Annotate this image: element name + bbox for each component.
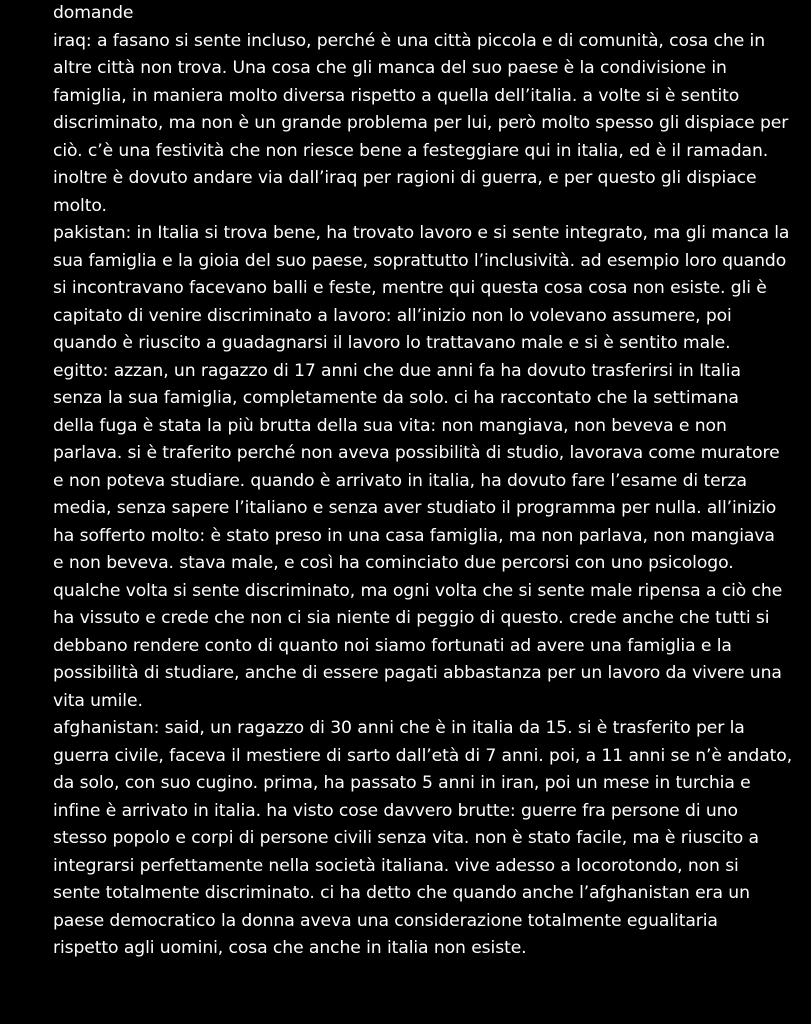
text-line: paese democratico la donna aveva una considerazione totalmente egualitaria bbox=[53, 910, 718, 931]
text-line: ha sofferto molto: è stato preso in una casa famiglia, ma non parlava, non mangiava bbox=[53, 525, 775, 546]
text-line: rispetto agli uomini, cosa che anche in italia non esiste. bbox=[53, 938, 527, 958]
text-line: afghanistan: said, un ragazzo di 30 anni che è in italia da 15. si è trasferito per la bbox=[53, 718, 745, 738]
text-line: ha vissuto e crede che non ci sia niente di peggio di questo. crede anche che tutti si bbox=[53, 608, 770, 628]
text-line: infine è arrivato in italia. ha visto cose davvero brutte: guerre fra persone di uno bbox=[53, 800, 738, 821]
text-line: e non beveva. stava male, e così ha cominciato due percorsi con uno psicologo. bbox=[53, 553, 734, 573]
text-line: guerra civile, faceva il mestiere di sarto dall’età di 7 anni. poi, a 11 anni se n’è andato, bbox=[53, 745, 793, 766]
text-line: da solo, con suo cugino. prima, ha passato 5 anni in iran, poi un mese in turchia e bbox=[53, 773, 751, 793]
text-line: debbano rendere conto di quanto noi siamo fortunati ad avere una famiglia e la bbox=[53, 635, 732, 656]
text-line: inoltre è dovuto andare via dall’iraq per ragioni di guerra, e per questo gli dispiace bbox=[53, 168, 757, 188]
text-line: possibilità di studiare, anche di essere pagati abbastanza per un lavoro da vivere una bbox=[53, 663, 782, 683]
text-line: vita umile. bbox=[53, 690, 143, 711]
text-line: pakistan: in Italia si trova bene, ha trovato lavoro e si sente integrato, ma gli manca la bbox=[53, 223, 790, 243]
text-line: egitto: azzan, un ragazzo di 17 anni che due anni fa ha dovuto trasferirsi in Italia bbox=[53, 360, 741, 381]
text-line: sua famiglia e la gioia del suo paese, soprattutto l’inclusività. ad esempio loro quando bbox=[53, 250, 787, 271]
note-lines bbox=[53, 28, 793, 963]
text-line: discriminato, ma non è un grande problema per lui, però molto spesso gli dispiace per bbox=[53, 113, 789, 133]
text-line: famiglia, in maniera molto diversa rispetto a quella dell’italia. a volte si è sentito bbox=[53, 85, 740, 106]
note-body bbox=[53, 0, 793, 963]
text-line: si incontravano facevano balli e feste, mentre qui questa cosa cosa non esiste. gli è bbox=[53, 278, 767, 298]
text-line: senza la sua famiglia, completamente da solo. ci ha raccontato che la settimana bbox=[53, 388, 739, 408]
text-line: altre città non trova. Una cosa che gli manca del suo paese è la condivisione in bbox=[53, 58, 727, 78]
text-line: e non poteva studiare. quando è arrivato in italia, ha dovuto fare l’esame di terza bbox=[53, 470, 747, 491]
text-line: media, senza sapere l’italiano e senza aver studiato il programma per nulla. all’inizio bbox=[53, 498, 777, 518]
text-line: qualche volta si sente discriminato, ma ogni volta che si sente male ripensa a ciò che bbox=[53, 580, 783, 601]
text-line: integrarsi perfettamente nella società italiana. vive adesso a locorotondo, non si bbox=[53, 855, 739, 876]
text-line: capitato di venire discriminato a lavoro: all’inizio non lo volevano assumere, poi bbox=[53, 305, 732, 326]
text-line: della fuga è stata la più brutta della sua vita: non mangiava, non beveva e non bbox=[53, 415, 727, 436]
text-line: stesso popolo e corpi di persone civili senza vita. non è stato facile, ma è riuscito a bbox=[53, 828, 759, 848]
text-line: quando è riuscito a guadagnarsi il lavoro lo trattavano male e si è sentito male. bbox=[53, 333, 731, 353]
note-title: domande bbox=[53, 3, 134, 23]
text-line: sente totalmente discriminato. ci ha detto che quando anche l’afghanistan era un bbox=[53, 883, 750, 903]
text-line: parlava. si è traferito perché non aveva possibilità di studio, lavorava come muratore bbox=[53, 443, 780, 463]
text-line: molto. bbox=[53, 195, 107, 216]
text-line: ciò. c’è una festività che non riesce bene a festeggiare qui in italia, ed è il ramadan. bbox=[53, 140, 769, 161]
text-line: iraq: a fasano si sente incluso, perché è una città piccola e di comunità, cosa che in bbox=[53, 30, 766, 51]
